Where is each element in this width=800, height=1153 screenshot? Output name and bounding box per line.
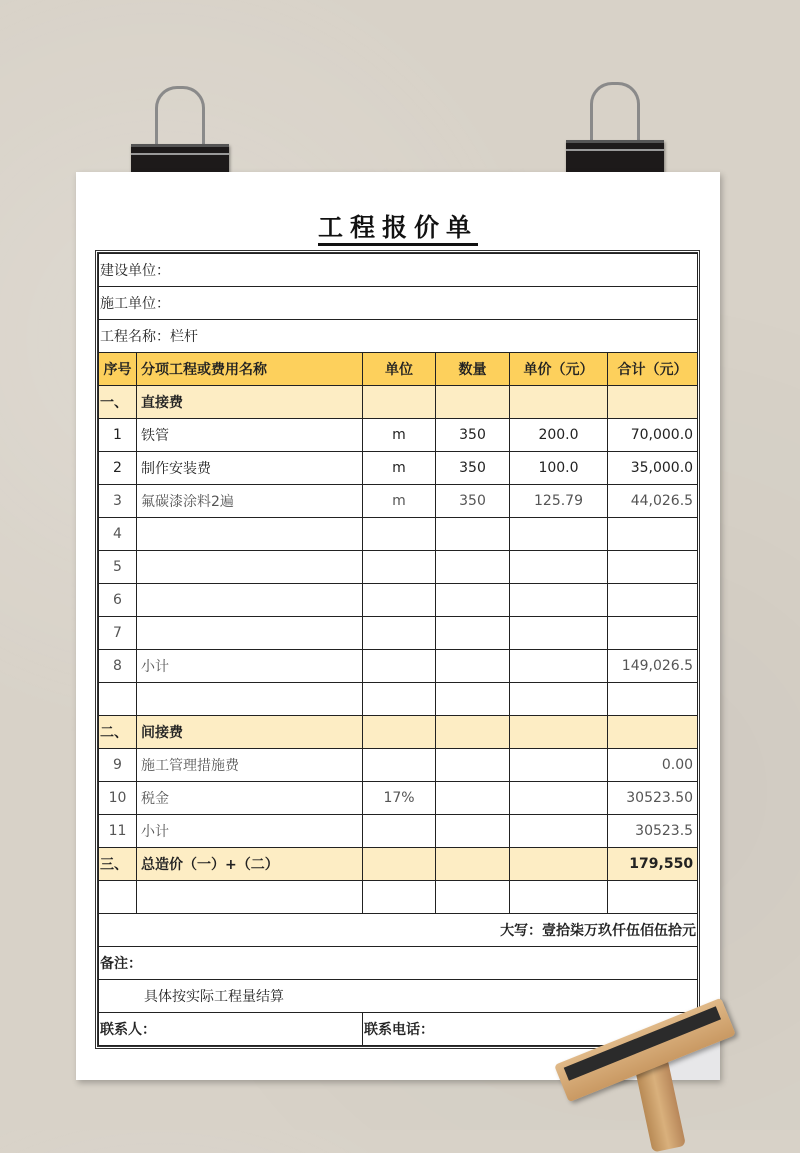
table-row (99, 551, 698, 584)
row-unit[interactable] (363, 518, 436, 551)
quotation-sheet (76, 172, 720, 1080)
row-no: 11 (99, 815, 137, 848)
row-price[interactable] (510, 551, 608, 584)
contact-phone-field[interactable]: 联系电话： (363, 1013, 698, 1046)
row-name[interactable]: 税金 (137, 782, 363, 815)
col-header-price: 单价（元） (510, 353, 608, 386)
section-index: 三、 (99, 848, 137, 881)
row-price[interactable] (510, 749, 608, 782)
empty-row (99, 683, 698, 716)
row-price[interactable] (510, 617, 608, 650)
row-qty[interactable] (436, 617, 510, 650)
row-price[interactable]: 125.79 (510, 485, 608, 518)
table-row (99, 419, 698, 452)
row-name[interactable]: 氟碳漆涂料2遍 (137, 485, 363, 518)
row-total: 149,026.5 (608, 650, 698, 683)
row-qty[interactable] (436, 782, 510, 815)
row-price[interactable]: 100.0 (510, 452, 608, 485)
stamp-icon (555, 1010, 735, 1130)
table-header-row (99, 353, 698, 386)
row-qty[interactable] (436, 518, 510, 551)
row-price[interactable]: 200.0 (510, 419, 608, 452)
row-no: 4 (99, 518, 137, 551)
subtotal-row (99, 650, 698, 683)
row-unit[interactable]: m (363, 485, 436, 518)
row-name[interactable] (137, 584, 363, 617)
row-qty[interactable]: 350 (436, 485, 510, 518)
section-grand-total (99, 848, 698, 881)
table-row (99, 584, 698, 617)
row-name: 小计 (137, 815, 363, 848)
amount-in-words: 大写：壹拾柒万玖仟伍佰伍拾元 (99, 914, 698, 947)
builder-unit-field[interactable]: 施工单位： (99, 287, 698, 320)
row-name[interactable] (137, 617, 363, 650)
document-title: 工程报价单 (318, 213, 478, 246)
row-qty[interactable] (436, 584, 510, 617)
row-total[interactable] (608, 584, 698, 617)
row-qty[interactable]: 350 (436, 452, 510, 485)
row-total[interactable]: 35,000.0 (608, 452, 698, 485)
row-qty (436, 815, 510, 848)
table-row (99, 782, 698, 815)
section-indirect-cost (99, 716, 698, 749)
table-row (99, 485, 698, 518)
row-qty (436, 650, 510, 683)
section-direct-cost (99, 386, 698, 419)
row-unit[interactable]: m (363, 452, 436, 485)
grand-total-value: 179,550 (608, 848, 698, 881)
row-total[interactable]: 70,000.0 (608, 419, 698, 452)
row-price[interactable] (510, 584, 608, 617)
row-name[interactable] (137, 518, 363, 551)
row-price[interactable] (510, 518, 608, 551)
section-name: 总造价（一）+（二） (137, 848, 363, 881)
row-no: 1 (99, 419, 137, 452)
row-name: 小计 (137, 650, 363, 683)
table-row (99, 617, 698, 650)
empty-row (99, 881, 698, 914)
row-total: 30523.5 (608, 815, 698, 848)
section-index: 一、 (99, 386, 137, 419)
table-row (99, 749, 698, 782)
row-name[interactable]: 铁管 (137, 419, 363, 452)
row-total[interactable]: 44,026.5 (608, 485, 698, 518)
row-unit[interactable] (363, 584, 436, 617)
col-header-qty: 数量 (436, 353, 510, 386)
row-unit[interactable]: m (363, 419, 436, 452)
col-header-no: 序号 (99, 353, 137, 386)
row-unit (363, 650, 436, 683)
remarks-label: 备注： (99, 947, 698, 980)
col-header-name: 分项工程或费用名称 (137, 353, 363, 386)
row-total[interactable]: 30523.50 (608, 782, 698, 815)
row-total[interactable] (608, 551, 698, 584)
row-no: 3 (99, 485, 137, 518)
col-header-total: 合计（元） (608, 353, 698, 386)
row-unit (363, 815, 436, 848)
section-name: 间接费 (137, 716, 363, 749)
row-no: 2 (99, 452, 137, 485)
construction-unit-field[interactable]: 建设单位： (99, 254, 698, 287)
contact-person-field[interactable]: 联系人： (99, 1013, 363, 1046)
row-name[interactable]: 施工管理措施费 (137, 749, 363, 782)
row-qty[interactable] (436, 749, 510, 782)
table-row (99, 452, 698, 485)
row-price[interactable] (510, 782, 608, 815)
row-unit[interactable] (363, 749, 436, 782)
row-name[interactable] (137, 551, 363, 584)
row-total[interactable]: 0.00 (608, 749, 698, 782)
subtotal-row (99, 815, 698, 848)
row-price (510, 650, 608, 683)
row-total[interactable] (608, 617, 698, 650)
project-name-field[interactable]: 工程名称：栏杆 (99, 320, 698, 353)
remarks-text[interactable]: 具体按实际工程量结算 (99, 980, 698, 1013)
section-name: 直接费 (137, 386, 363, 419)
row-no: 7 (99, 617, 137, 650)
col-header-unit: 单位 (363, 353, 436, 386)
table-row (99, 518, 698, 551)
section-index: 二、 (99, 716, 137, 749)
row-unit[interactable]: 17% (363, 782, 436, 815)
row-no: 6 (99, 584, 137, 617)
row-no: 9 (99, 749, 137, 782)
row-no: 10 (99, 782, 137, 815)
row-no: 5 (99, 551, 137, 584)
row-price (510, 815, 608, 848)
row-no: 8 (99, 650, 137, 683)
quotation-table (98, 253, 698, 1046)
row-unit[interactable] (363, 551, 436, 584)
row-qty[interactable]: 350 (436, 419, 510, 452)
row-unit[interactable] (363, 617, 436, 650)
row-qty[interactable] (436, 551, 510, 584)
row-total[interactable] (608, 518, 698, 551)
row-name[interactable]: 制作安装费 (137, 452, 363, 485)
